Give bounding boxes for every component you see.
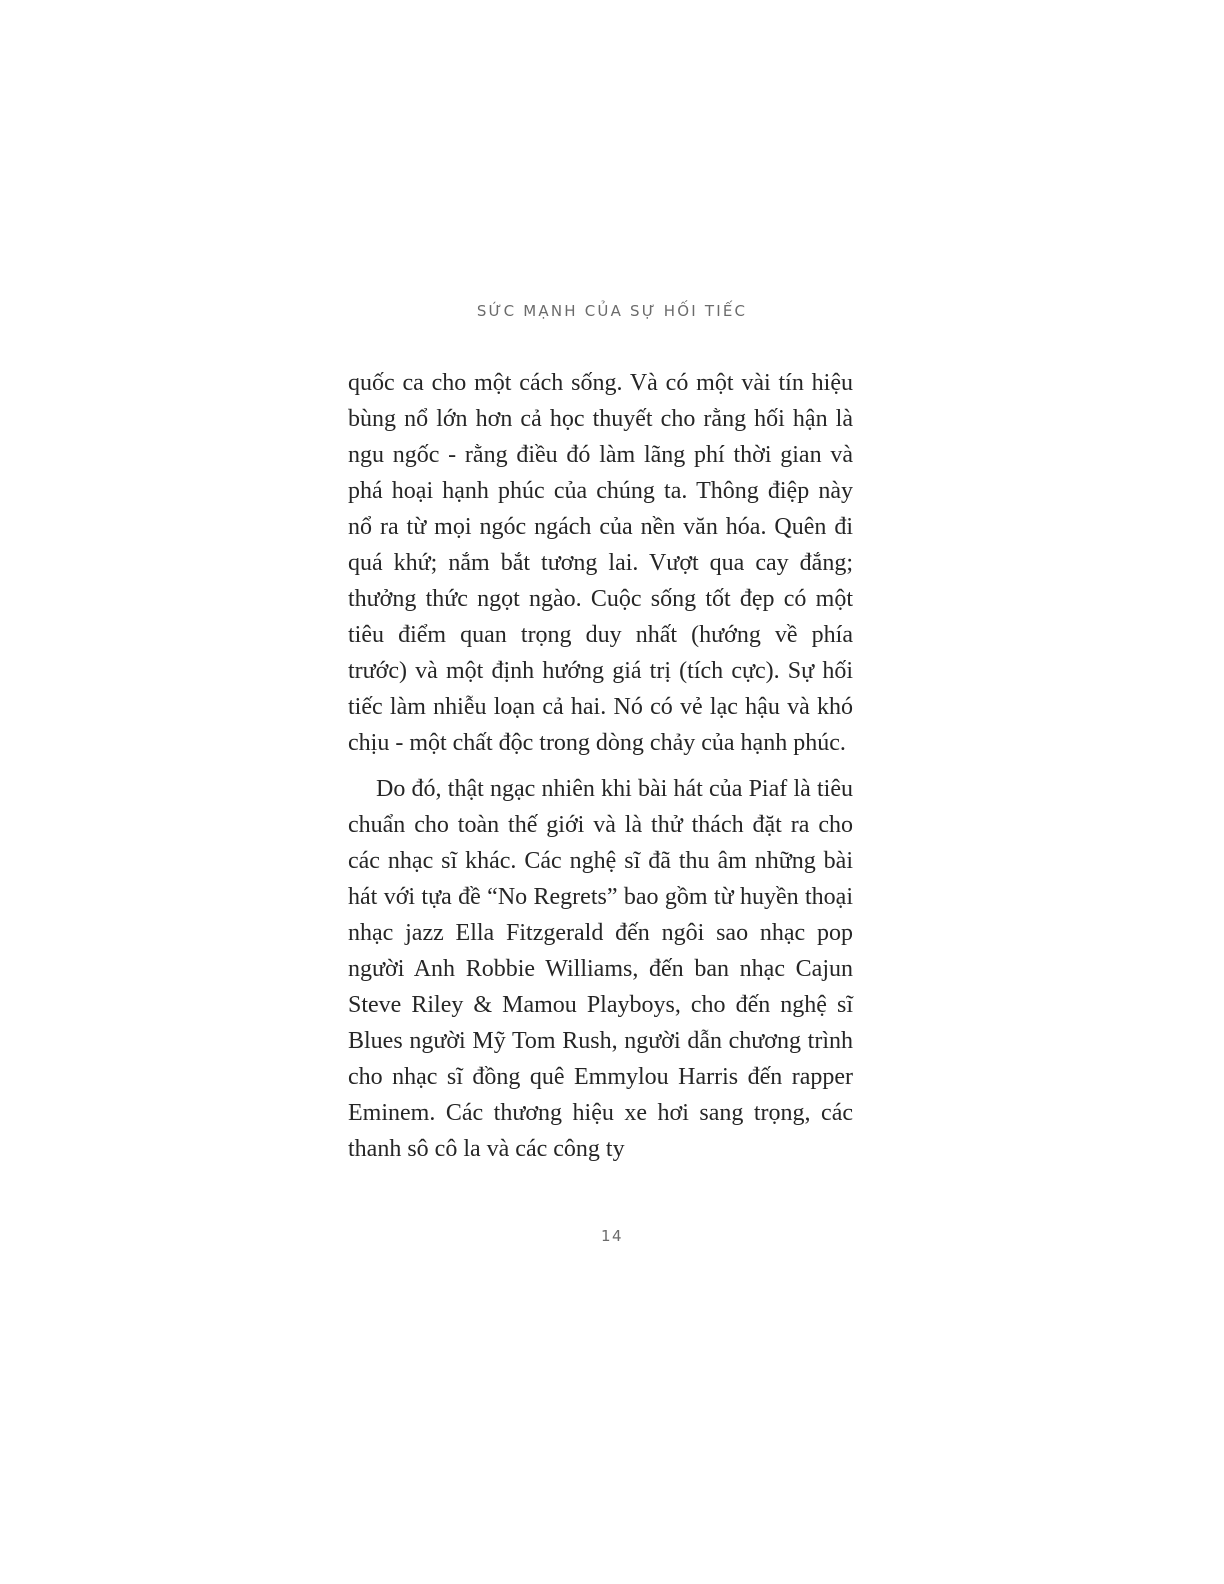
running-header: SỨC MẠNH CỦA SỰ HỐI TIẾC (476, 302, 748, 320)
body-text (348, 365, 853, 1167)
paragraph: Do đó, thật ngạc nhiên khi bài hát của Piaf là tiêu chuẩn cho toàn thế giới và là thử thách đặt ra cho các nhạc sĩ khác. Các nghệ sĩ đã thu âm những bài hát với tựa đề “No Regrets” bao gồm từ huyền thoại nhạc jazz Ella Fitzgerald đến ngôi sao nhạc pop người Anh Robbie Williams, đến ban nhạc Cajun Steve Riley & Mamou Playboys, cho đến nghệ sĩ Blues người Mỹ Tom Rush, người dẫn chương trình cho nhạc sĩ đồng quê Emmylou Harris đến rapper Eminem. Các thương hiệu xe hơi sang trọng, các thanh sô cô la và các công ty (348, 776, 853, 1162)
page-number: 14 (600, 1227, 624, 1245)
paragraph: quốc ca cho một cách sống. Và có một vài tín hiệu bùng nổ lớn hơn cả học thuyết cho rằng hối hận là ngu ngốc - rằng điều đó làm lãng phí thời gian và phá hoại hạnh phúc của chúng ta. Thông điệp này nổ ra từ mọi ngóc ngách của nền văn hóa. Quên đi quá khứ; nắm bắt tương lai. Vượt qua cay đắng; thưởng thức ngọt ngào. Cuộc sống tốt đẹp có một tiêu điểm quan trọng duy nhất (hướng về phía trước) và một định hướng giá trị (tích cực). Sự hối tiếc làm nhiễu loạn cả hai. Nó có vẻ lạc hậu và khó chịu - một chất độc trong dòng chảy của hạnh phúc. (348, 370, 853, 756)
